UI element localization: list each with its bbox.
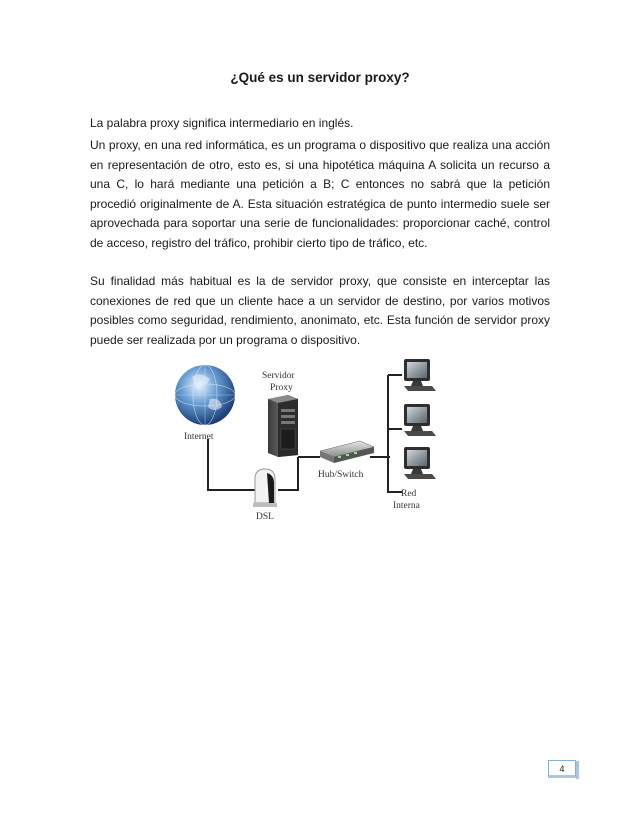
connection-lines	[208, 375, 402, 492]
client-computer-icon	[404, 447, 436, 479]
hub-switch-icon	[320, 441, 374, 463]
hub-switch-label: Hub/Switch	[318, 470, 364, 480]
dsl-modem-icon	[253, 469, 277, 507]
server-label-1: Servidor	[262, 371, 295, 381]
page-number-shadow	[576, 761, 579, 779]
client-computer-icon	[404, 359, 436, 391]
client-computer-icon	[404, 404, 436, 436]
network-label-1: Red	[401, 489, 417, 499]
server-label-2: Proxy	[270, 383, 293, 393]
page-title: ¿Qué es un servidor proxy?	[230, 70, 410, 85]
internet-globe-icon	[175, 365, 235, 425]
proxy-network-diagram	[170, 357, 470, 527]
page-number: 4	[548, 760, 576, 778]
proxy-server-tower-icon	[268, 395, 298, 457]
network-label-2: Interna	[393, 501, 420, 511]
paragraph-2: Un proxy, en una red informática, es un programa o dispositivo que realiza una acción en representación de otro, esto es, si una hipotética máquina A solicita un recurso a una C, lo hará mediante una petición a B; C entonces no sabrá que la petición procedió originalmente de A. Esta situación estratégica de punto intermedio suele ser aprovechada para soportar una serie de funcionalidades: proporcionar caché, control de acceso, registro del tráfico, prohibir cierto tipo de tráfico, etc.	[90, 138, 550, 250]
paragraph-3: Su finalidad más habitual es la de servidor proxy, que consiste en interceptar las conexiones de red que un cliente hace a un servidor de destino, por varios motivos posibles como seguridad, rendimiento, anonimato, etc. Esta función de servidor proxy puede ser realizada por un programa o dispositivo.	[90, 274, 550, 347]
internet-label: Internet	[184, 432, 214, 442]
paragraph-1: La palabra proxy significa intermediario en inglés.	[90, 116, 354, 130]
dsl-label: DSL	[256, 512, 274, 522]
